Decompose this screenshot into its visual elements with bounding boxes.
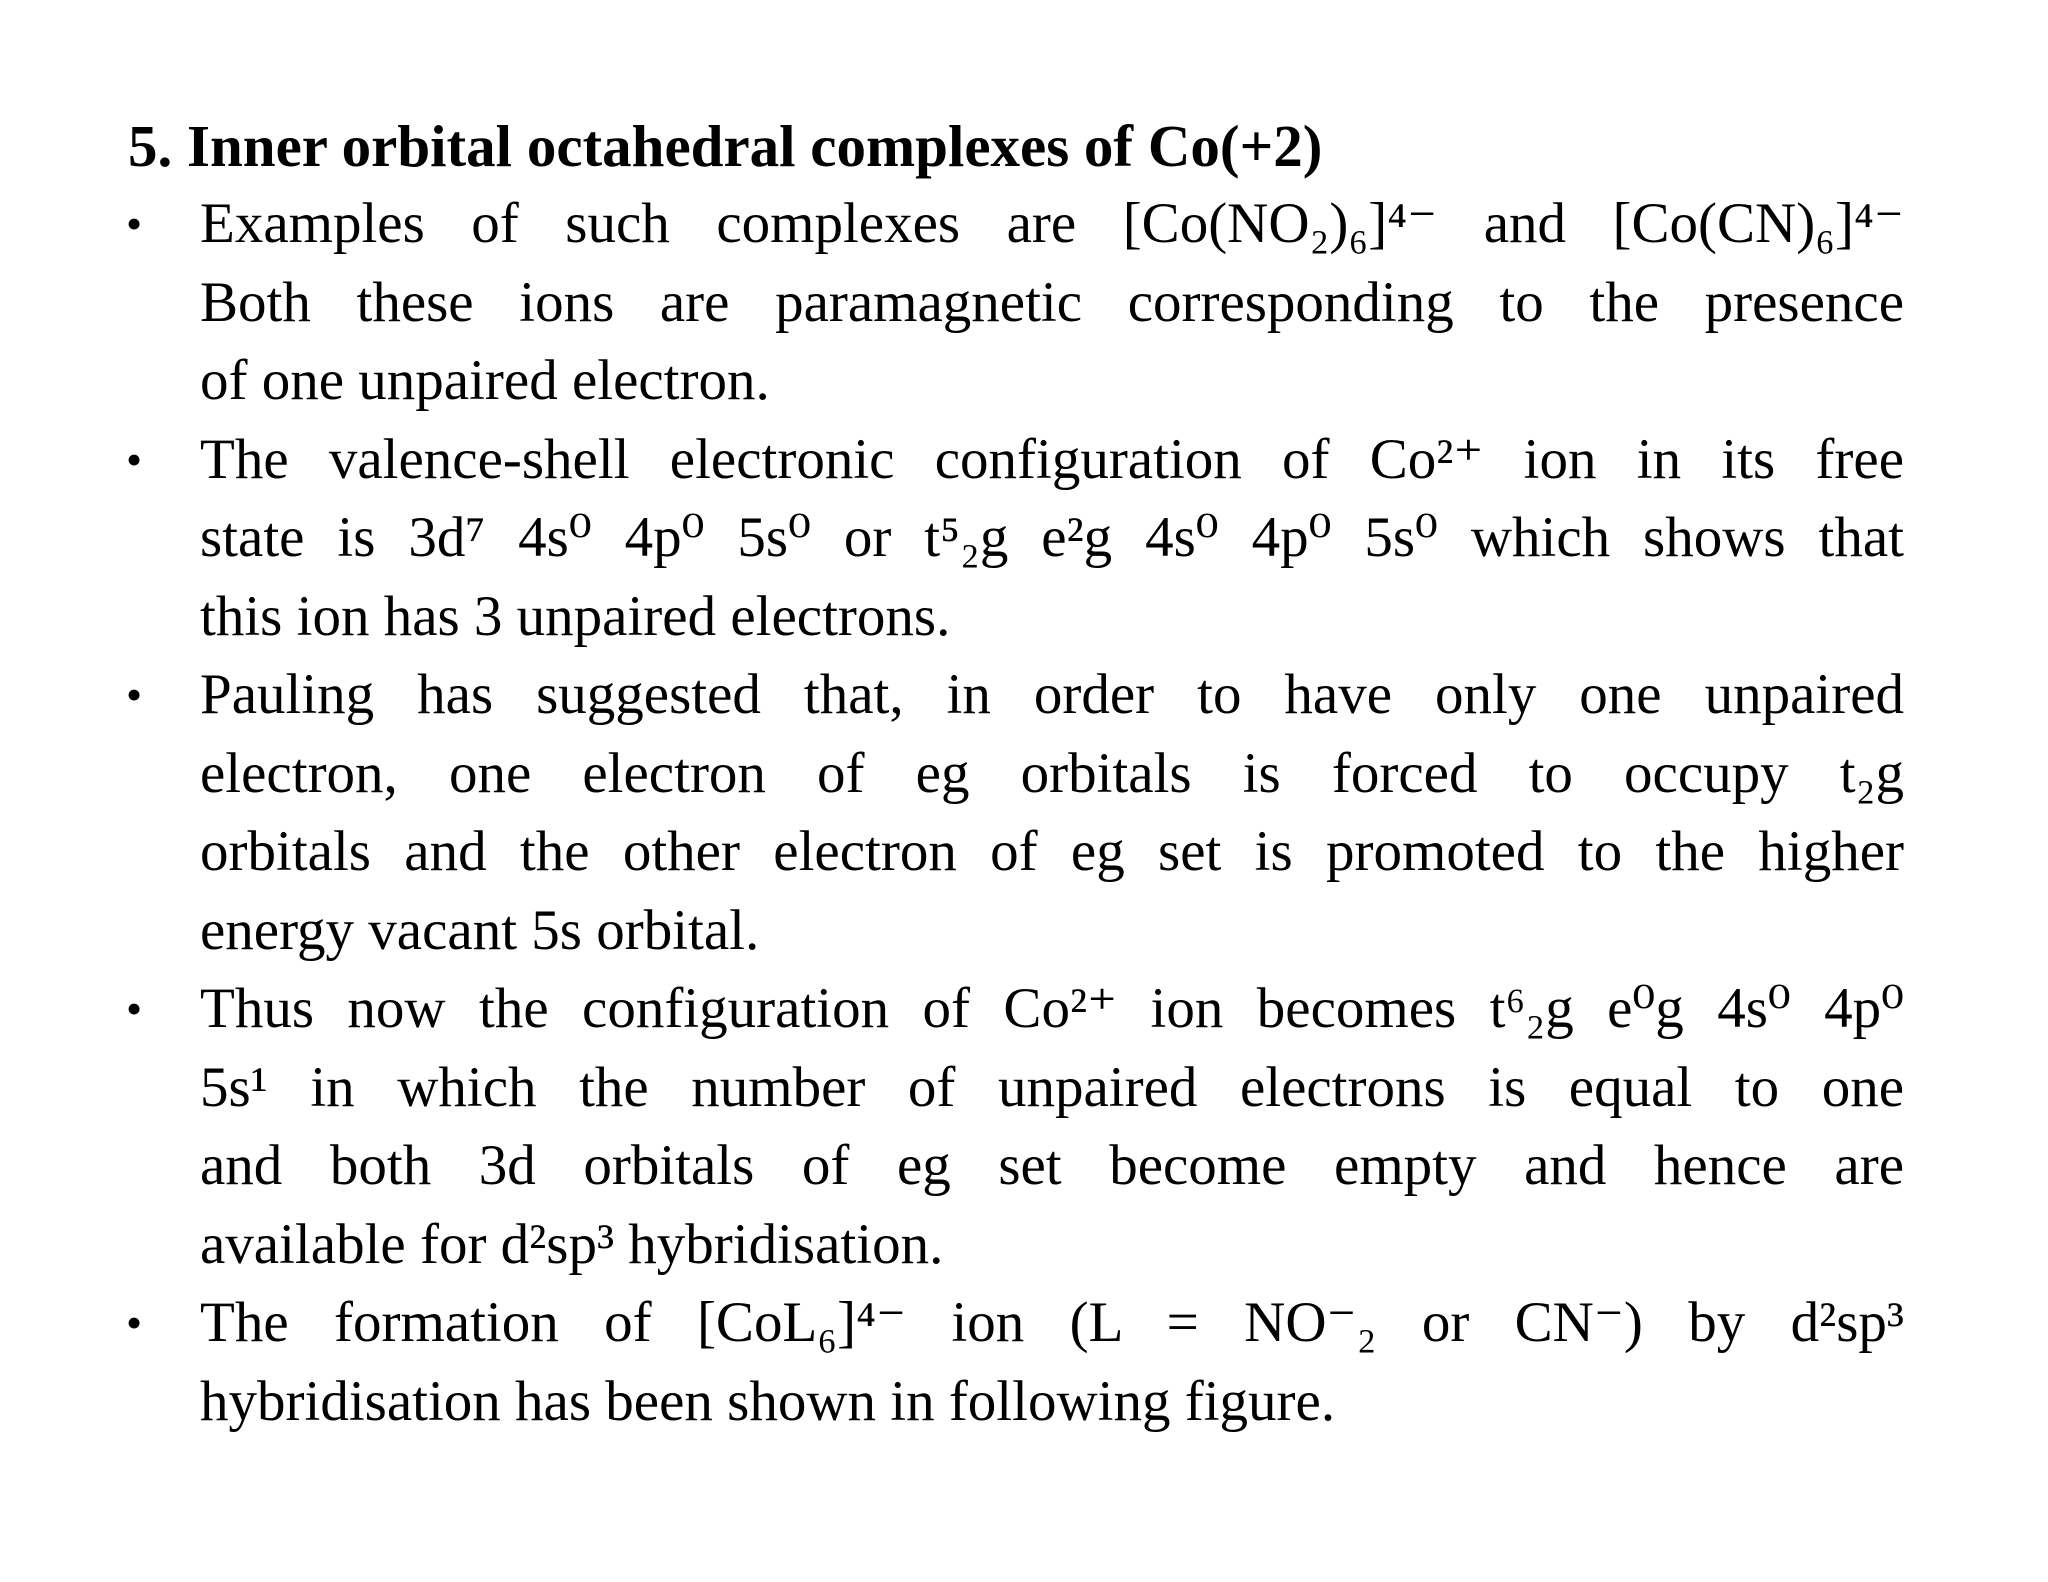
bullet-dot-icon: •	[126, 433, 143, 485]
bullet-item	[124, 1284, 1904, 1441]
bullet-dot-icon: •	[126, 1297, 143, 1348]
bullet-dot-icon: •	[126, 669, 143, 720]
bullet-line: and both 3d orbitals of eg set become empty and hence are	[200, 1134, 1904, 1197]
bullet-line: 5s¹ in which the number of unpaired electrons is equal to one	[200, 1055, 1904, 1119]
bullet-dot-icon: •	[126, 198, 143, 249]
bullet-line: state is 3d⁷ 4s⁰ 4p⁰ 5s⁰ or t⁵₂g e²g 4s⁰ 4p⁰ 5s⁰ which shows that	[200, 506, 1904, 569]
bullet-line: available for d²sp³ hybridisation.	[200, 1212, 944, 1276]
bullet-line: Thus now the configuration of Co²⁺ ion becomes t⁶₂g e⁰g 4s⁰ 4p⁰	[200, 977, 1904, 1040]
bullet-item	[124, 421, 1904, 657]
bullet-line: hybridisation has been shown in following figure.	[200, 1369, 1336, 1433]
bullet-line: The valence-shell electronic configuration of Co²⁺ ion in its free	[200, 427, 1904, 491]
bullet-item	[124, 970, 1904, 1284]
bullet-dot-icon: •	[126, 983, 143, 1034]
bullet-line: electron, one electron of eg orbitals is forced to occupy t₂g	[200, 741, 1904, 805]
bullet-line: The formation of [CoL₆]⁴⁻ ion (L = NO⁻₂ or CN⁻) by d²sp³	[200, 1291, 1904, 1354]
bullet-line: of one unpaired electron.	[200, 349, 770, 412]
bullet-list	[124, 185, 1904, 1441]
slide-title: 5. Inner orbital octahedral complexes of Co(+2)	[128, 113, 1323, 179]
bullet-line: Both these ions are paramagnetic corresponding to the presence	[200, 270, 1904, 334]
bullet-item	[124, 185, 1904, 421]
bullet-line: Examples of such complexes are [Co(NO₂)₆]⁴⁻ and [Co(CN)₆]⁴⁻	[200, 192, 1904, 255]
bullet-line: this ion has 3 unpaired electrons.	[200, 584, 951, 648]
bullet-line: Pauling has suggested that, in order to have only one unpaired	[200, 663, 1904, 726]
bullet-line: orbitals and the other electron of eg set is promoted to the higher	[200, 820, 1904, 883]
bullet-item	[124, 656, 1904, 970]
bullet-line: energy vacant 5s orbital.	[200, 898, 760, 962]
